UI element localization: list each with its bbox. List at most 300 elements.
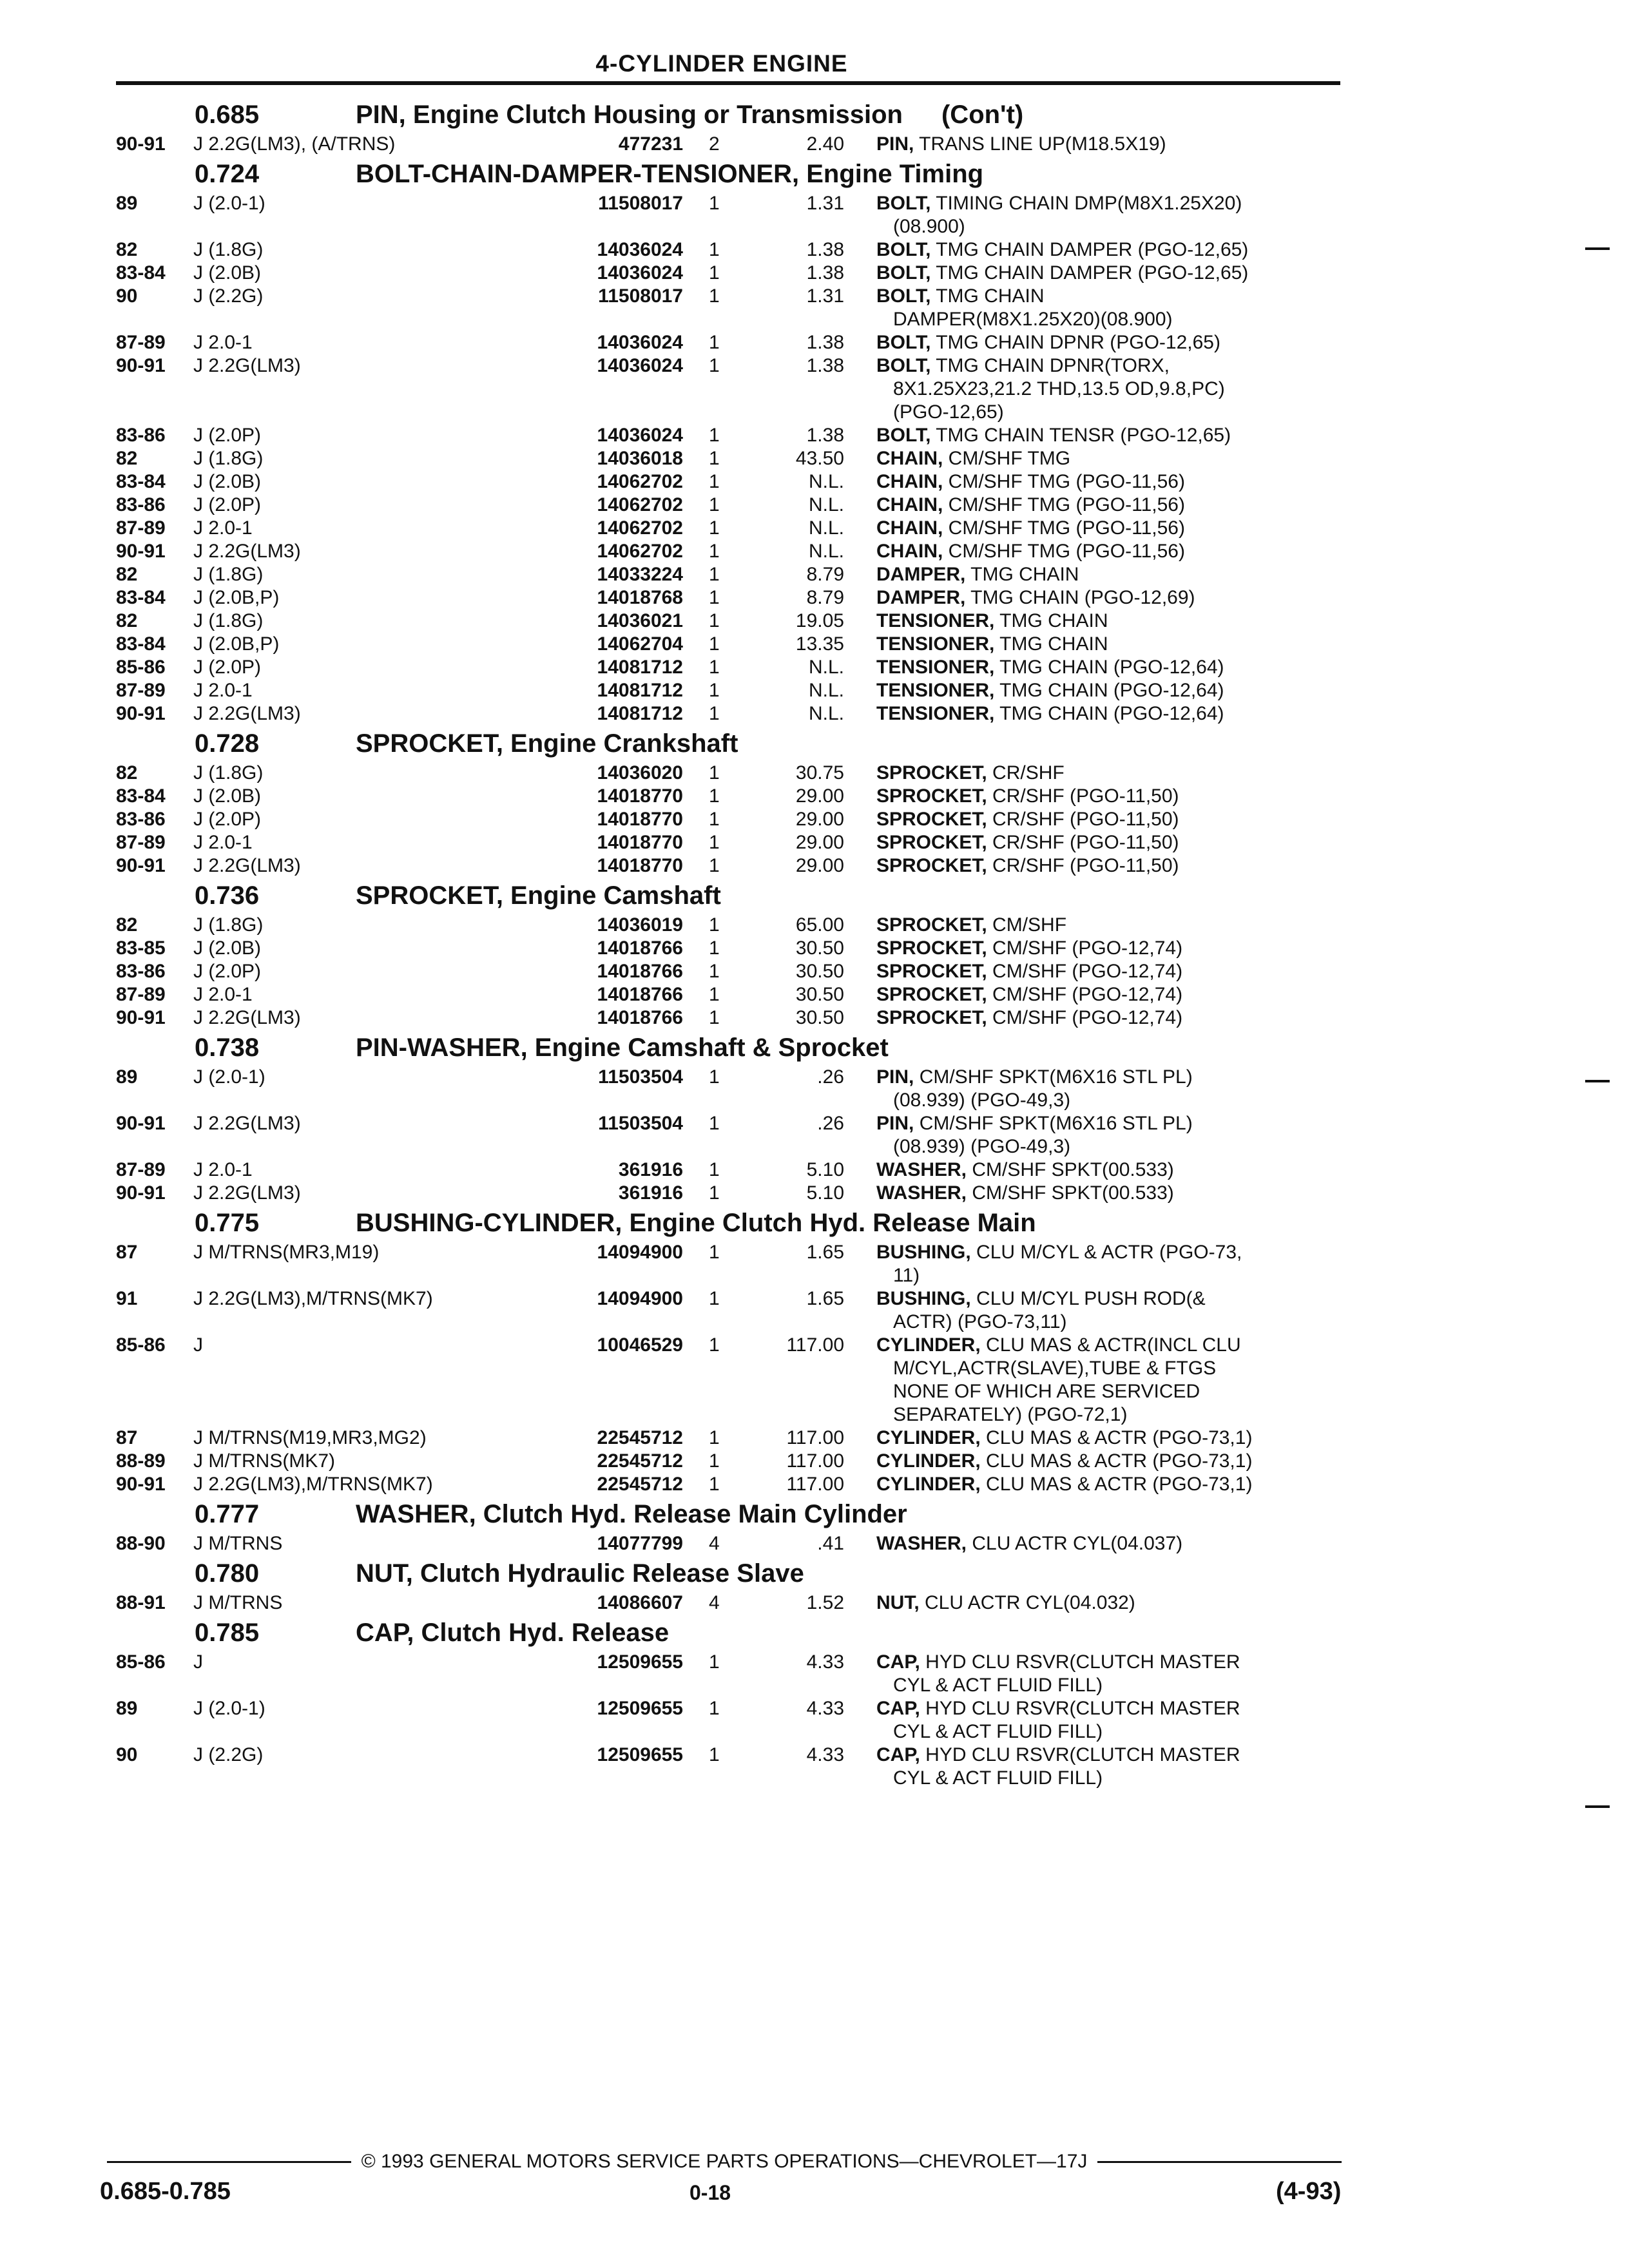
- row-years: 83-86: [116, 961, 166, 982]
- row-years: 90-91: [116, 1113, 166, 1134]
- row-application: J (2.0-1): [193, 1066, 265, 1088]
- row-description: [876, 808, 1373, 831]
- row-description: [876, 540, 1373, 563]
- page-title: 4-CYLINDER ENGINE: [595, 50, 848, 77]
- row-quantity: 1: [709, 1744, 720, 1765]
- row-price: 13.35: [795, 633, 844, 655]
- row-part-number: 361916: [618, 1182, 683, 1204]
- footer-copyright-line: [97, 2151, 1352, 2173]
- row-quantity: 1: [709, 1427, 720, 1448]
- parts-section: [90, 1205, 1353, 1496]
- table-row: [90, 331, 1353, 354]
- description-line: PIN, TRANS LINE UP(M18.5X19): [876, 133, 1166, 155]
- table-row: [90, 960, 1353, 983]
- row-price: 4.33: [806, 1698, 844, 1719]
- row-years: 83-84: [116, 633, 166, 655]
- description-line: TENSIONER, TMG CHAIN: [876, 610, 1108, 631]
- row-quantity: 1: [709, 564, 720, 585]
- row-part-number: 22545712: [597, 1427, 683, 1448]
- description-line: CYLINDER, CLU MAS & ACTR(INCL CLU: [876, 1334, 1241, 1356]
- row-description: [876, 1241, 1373, 1287]
- section-title: [356, 881, 1353, 910]
- table-row: [90, 447, 1353, 470]
- description-line: SPROCKET, CM/SHF (PGO-12,74): [876, 984, 1183, 1005]
- table-row: [90, 262, 1353, 285]
- row-part-number: 14018770: [597, 785, 683, 807]
- row-application: J (1.8G): [193, 914, 264, 936]
- row-price: 4.33: [806, 1651, 844, 1673]
- margin-tick: [1585, 1080, 1610, 1082]
- row-price: 1.52: [806, 1592, 844, 1613]
- section-header: [90, 1555, 1353, 1591]
- row-price: 19.05: [795, 610, 844, 631]
- row-quantity: 1: [709, 785, 720, 807]
- row-quantity: 1: [709, 633, 720, 655]
- description-line: NUT, CLU ACTR CYL(04.032): [876, 1592, 1135, 1613]
- description-line: CHAIN, CM/SHF TMG (PGO-11,56): [876, 494, 1185, 515]
- footer-rule-left: [107, 2161, 351, 2163]
- row-application: J (2.0-1): [193, 1698, 265, 1719]
- row-part-number: 11508017: [598, 285, 683, 307]
- row-description: [876, 914, 1373, 937]
- description-part-name: CAP,: [876, 1744, 920, 1765]
- row-years: 82: [116, 610, 138, 631]
- row-years: 83-86: [116, 809, 166, 830]
- row-part-number: 14033224: [597, 564, 683, 585]
- row-years: 83-86: [116, 494, 166, 515]
- table-row: [90, 762, 1353, 785]
- description-part-name: CAP,: [876, 1698, 920, 1719]
- row-price: 30.50: [795, 961, 844, 982]
- row-price: .26: [817, 1113, 844, 1134]
- row-application: J 2.0-1: [193, 332, 253, 353]
- description-line: SPROCKET, CR/SHF: [876, 762, 1065, 783]
- row-price: N.L.: [808, 541, 844, 562]
- row-part-number: 14094900: [597, 1242, 683, 1263]
- description-continuation: (08.900): [893, 216, 965, 237]
- row-price: 117.00: [786, 1334, 844, 1356]
- description-line: BOLT, TIMING CHAIN DMP(M8X1.25X20): [876, 193, 1242, 214]
- row-quantity: 1: [709, 914, 720, 936]
- description-part-name: CYLINDER,: [876, 1427, 981, 1448]
- description-part-name: CHAIN,: [876, 494, 943, 515]
- row-years: 83-84: [116, 262, 166, 284]
- description-part-name: SPROCKET,: [876, 937, 987, 959]
- row-part-number: 361916: [618, 1159, 683, 1180]
- description-line: CAP, HYD CLU RSVR(CLUTCH MASTER: [876, 1698, 1240, 1719]
- row-description: [876, 633, 1373, 656]
- table-row: [90, 656, 1353, 679]
- row-part-number: 22545712: [597, 1474, 683, 1495]
- description-line: WASHER, CM/SHF SPKT(00.533): [876, 1159, 1174, 1180]
- description-line: CHAIN, CM/SHF TMG: [876, 448, 1071, 469]
- description-line: CAP, HYD CLU RSVR(CLUTCH MASTER: [876, 1744, 1240, 1765]
- description-line: PIN, CM/SHF SPKT(M6X16 STL PL): [876, 1066, 1193, 1088]
- row-description: [876, 331, 1373, 354]
- row-years: 87-89: [116, 832, 166, 853]
- row-years: 90: [116, 285, 138, 307]
- table-row: [90, 1287, 1353, 1334]
- row-part-number: 14086607: [597, 1592, 683, 1613]
- row-quantity: 1: [709, 809, 720, 830]
- description-part-name: BOLT,: [876, 193, 931, 214]
- row-part-number: 14018768: [597, 587, 683, 608]
- row-description: [876, 285, 1373, 331]
- margin-tick: [1585, 247, 1610, 250]
- row-description: [876, 494, 1373, 517]
- description-continuation: (08.939) (PGO-49,3): [893, 1136, 1071, 1157]
- row-years: 82: [116, 762, 138, 783]
- row-part-number: 14036024: [597, 332, 683, 353]
- description-part-name: BOLT,: [876, 262, 931, 284]
- description-line: BOLT, TMG CHAIN DAMPER (PGO-12,65): [876, 262, 1249, 284]
- description-part-name: SPROCKET,: [876, 762, 987, 783]
- row-quantity: 1: [709, 1159, 720, 1180]
- row-years: 87-89: [116, 517, 166, 539]
- row-application: J M/TRNS(M19,MR3,MG2): [193, 1427, 427, 1448]
- row-quantity: 1: [709, 1651, 720, 1673]
- table-row: [90, 285, 1353, 331]
- section-code: 0.785: [195, 1618, 260, 1647]
- row-quantity: 1: [709, 762, 720, 783]
- row-application: J (1.8G): [193, 610, 264, 631]
- table-row: [90, 679, 1353, 702]
- row-quantity: 1: [709, 961, 720, 982]
- row-description: [876, 610, 1373, 633]
- row-price: 1.38: [806, 262, 844, 284]
- row-price: 8.79: [806, 587, 844, 608]
- row-description: [876, 1182, 1373, 1205]
- section-title-text: PIN-WASHER, Engine Camshaft & Sprocket: [356, 1033, 889, 1062]
- description-part-name: CAP,: [876, 1651, 920, 1673]
- row-description: [876, 424, 1373, 447]
- row-quantity: 1: [709, 494, 720, 515]
- row-price: 1.38: [806, 332, 844, 353]
- description-line: BOLT, TMG CHAIN DPNR (PGO-12,65): [876, 332, 1220, 353]
- row-description: [876, 1158, 1373, 1182]
- row-part-number: 11508017: [598, 193, 683, 214]
- row-part-number: 14036020: [597, 762, 683, 783]
- row-years: 83-84: [116, 785, 166, 807]
- row-description: [876, 1427, 1373, 1450]
- section-code: 0.724: [195, 159, 260, 188]
- footer-date: (4-93): [1276, 2178, 1342, 2205]
- row-application: J 2.2G(LM3): [193, 1113, 301, 1134]
- row-price: N.L.: [808, 703, 844, 724]
- row-application: J (2.2G): [193, 1744, 264, 1765]
- row-part-number: 14036024: [597, 239, 683, 260]
- row-quantity: 1: [709, 1066, 720, 1088]
- parts-section: [90, 1030, 1353, 1205]
- table-row: [90, 808, 1353, 831]
- row-quantity: 1: [709, 448, 720, 469]
- row-years: 87-89: [116, 984, 166, 1005]
- section-continued-label: (Con't): [941, 100, 1024, 129]
- row-price: 29.00: [795, 785, 844, 807]
- description-part-name: CYLINDER,: [876, 1450, 981, 1472]
- title-rule: [116, 81, 1340, 85]
- row-price: 2.40: [806, 133, 844, 155]
- row-application: J 2.2G(LM3): [193, 355, 301, 376]
- row-part-number: 14036024: [597, 262, 683, 284]
- row-quantity: 1: [709, 1698, 720, 1719]
- description-line: DAMPER, TMG CHAIN: [876, 564, 1079, 585]
- row-application: J 2.2G(LM3): [193, 1182, 301, 1204]
- row-quantity: 1: [709, 680, 720, 701]
- row-part-number: 14081712: [597, 680, 683, 701]
- row-years: 90: [116, 1744, 138, 1765]
- row-quantity: 1: [709, 703, 720, 724]
- row-description: [876, 785, 1373, 808]
- description-part-name: BUSHING,: [876, 1242, 971, 1263]
- row-application: J M/TRNS(MK7): [193, 1450, 335, 1472]
- description-continuation: DAMPER(M8X1.25X20)(08.900): [893, 309, 1173, 330]
- description-continuation: SEPARATELY) (PGO-72,1): [893, 1404, 1128, 1425]
- row-price: N.L.: [808, 517, 844, 539]
- description-line: DAMPER, TMG CHAIN (PGO-12,69): [876, 587, 1195, 608]
- description-continuation: NONE OF WHICH ARE SERVICED: [893, 1381, 1200, 1402]
- row-application: J 2.2G(LM3): [193, 1007, 301, 1028]
- row-application: J M/TRNS: [193, 1533, 283, 1554]
- row-years: 89: [116, 1066, 138, 1088]
- table-row: [90, 238, 1353, 262]
- row-application: J 2.2G(LM3),M/TRNS(MK7): [193, 1474, 433, 1495]
- section-title: [356, 1033, 1353, 1062]
- description-line: PIN, CM/SHF SPKT(M6X16 STL PL): [876, 1113, 1193, 1134]
- row-price: 1.65: [806, 1242, 844, 1263]
- row-description: [876, 563, 1373, 586]
- description-line: SPROCKET, CR/SHF (PGO-11,50): [876, 855, 1179, 876]
- row-part-number: 14036019: [597, 914, 683, 936]
- row-application: J 2.2G(LM3), (A/TRNS): [193, 133, 396, 155]
- table-row: [90, 540, 1353, 563]
- row-part-number: 11503504: [598, 1066, 683, 1088]
- row-price: 5.10: [806, 1182, 844, 1204]
- table-row: [90, 914, 1353, 937]
- row-part-number: 12509655: [597, 1651, 683, 1673]
- row-application: J 2.2G(LM3),M/TRNS(MK7): [193, 1288, 433, 1309]
- row-quantity: 1: [709, 1474, 720, 1495]
- description-line: BOLT, TMG CHAIN TENSR (PGO-12,65): [876, 425, 1231, 446]
- table-row: [90, 1532, 1353, 1555]
- description-continuation: CYL & ACT FLUID FILL): [893, 1767, 1103, 1789]
- row-price: 1.65: [806, 1288, 844, 1309]
- row-price: 4.33: [806, 1744, 844, 1765]
- row-quantity: 2: [709, 133, 720, 155]
- row-quantity: 1: [709, 1450, 720, 1472]
- row-price: N.L.: [808, 494, 844, 515]
- description-part-name: SPROCKET,: [876, 961, 987, 982]
- row-price: 1.31: [806, 285, 844, 307]
- section-header: [90, 726, 1353, 762]
- row-quantity: 1: [709, 193, 720, 214]
- description-part-name: CYLINDER,: [876, 1334, 981, 1356]
- row-quantity: 1: [709, 425, 720, 446]
- footer-rule-right: [1097, 2161, 1342, 2163]
- row-years: 90-91: [116, 1182, 166, 1204]
- description-part-name: SPROCKET,: [876, 832, 987, 853]
- row-description: [876, 831, 1373, 854]
- table-row: [90, 983, 1353, 1006]
- row-quantity: 1: [709, 332, 720, 353]
- row-application: J 2.0-1: [193, 517, 253, 539]
- row-application: J (2.0P): [193, 809, 262, 830]
- section-title: [356, 1209, 1353, 1238]
- description-line: SPROCKET, CR/SHF (PGO-11,50): [876, 832, 1179, 853]
- row-description: [876, 937, 1373, 960]
- description-line: CAP, HYD CLU RSVR(CLUTCH MASTER: [876, 1651, 1240, 1673]
- row-part-number: 14036024: [597, 425, 683, 446]
- row-application: J 2.2G(LM3): [193, 703, 301, 724]
- row-quantity: 1: [709, 1334, 720, 1356]
- table-row: [90, 1651, 1353, 1697]
- row-years: 90-91: [116, 855, 166, 876]
- row-quantity: 4: [709, 1592, 720, 1613]
- table-row: [90, 424, 1353, 447]
- row-part-number: 14018766: [597, 961, 683, 982]
- description-line: SPROCKET, CM/SHF (PGO-12,74): [876, 937, 1183, 959]
- row-price: 5.10: [806, 1159, 844, 1180]
- description-line: CHAIN, CM/SHF TMG (PGO-11,56): [876, 471, 1185, 492]
- section-code: 0.738: [195, 1033, 260, 1062]
- parts-section: [90, 1615, 1353, 1790]
- row-description: [876, 354, 1373, 424]
- description-part-name: SPROCKET,: [876, 809, 987, 830]
- row-application: J (1.8G): [193, 448, 264, 469]
- table-row: [90, 1427, 1353, 1450]
- description-line: SPROCKET, CM/SHF: [876, 914, 1067, 936]
- table-row: [90, 1158, 1353, 1182]
- row-application: J (2.0-1): [193, 193, 265, 214]
- row-quantity: 1: [709, 937, 720, 959]
- row-quantity: 1: [709, 1242, 720, 1263]
- section-header: [90, 97, 1353, 133]
- row-years: 82: [116, 448, 138, 469]
- row-part-number: 14018770: [597, 809, 683, 830]
- description-line: CYLINDER, CLU MAS & ACTR (PGO-73,1): [876, 1427, 1253, 1448]
- row-years: 87-89: [116, 680, 166, 701]
- row-description: [876, 1450, 1373, 1473]
- row-application: J: [193, 1651, 203, 1673]
- parts-section: [90, 1496, 1353, 1555]
- row-price: 30.50: [795, 1007, 844, 1028]
- row-application: J 2.2G(LM3): [193, 855, 301, 876]
- section-title: [356, 160, 1353, 189]
- row-years: 90-91: [116, 133, 166, 155]
- description-continuation: 11): [893, 1265, 920, 1286]
- row-years: 90-91: [116, 1007, 166, 1028]
- section-title: [356, 1500, 1353, 1529]
- row-description: [876, 679, 1373, 702]
- row-years: 83-86: [116, 425, 166, 446]
- description-part-name: WASHER,: [876, 1533, 967, 1554]
- row-years: 89: [116, 1698, 138, 1719]
- description-part-name: CHAIN,: [876, 517, 943, 539]
- description-part-name: PIN,: [876, 133, 914, 155]
- row-quantity: 1: [709, 855, 720, 876]
- row-quantity: 1: [709, 355, 720, 376]
- description-part-name: CHAIN,: [876, 541, 943, 562]
- row-part-number: 14081712: [597, 703, 683, 724]
- section-title-text: BOLT-CHAIN-DAMPER-TENSIONER, Engine Timing: [356, 159, 984, 188]
- row-price: 29.00: [795, 855, 844, 876]
- section-header: [90, 1615, 1353, 1651]
- table-row: [90, 354, 1353, 424]
- row-description: [876, 1287, 1373, 1334]
- section-code: 0.728: [195, 729, 260, 758]
- row-application: J (2.0B,P): [193, 587, 280, 608]
- row-quantity: 1: [709, 1113, 720, 1134]
- row-description: [876, 133, 1373, 156]
- row-quantity: 1: [709, 471, 720, 492]
- table-row: [90, 1241, 1353, 1287]
- row-price: 29.00: [795, 832, 844, 853]
- row-description: [876, 854, 1373, 878]
- description-continuation: CYL & ACT FLUID FILL): [893, 1675, 1103, 1696]
- row-part-number: 14094900: [597, 1288, 683, 1309]
- row-price: 117.00: [786, 1450, 844, 1472]
- row-years: 83-84: [116, 587, 166, 608]
- table-row: [90, 633, 1353, 656]
- row-price: 65.00: [795, 914, 844, 936]
- description-part-name: TENSIONER,: [876, 680, 995, 701]
- table-row: [90, 1006, 1353, 1030]
- row-application: J (2.0B): [193, 262, 262, 284]
- description-part-name: BUSHING,: [876, 1288, 971, 1309]
- row-quantity: 1: [709, 1007, 720, 1028]
- row-years: 87: [116, 1427, 138, 1448]
- section-code: 0.775: [195, 1208, 260, 1237]
- row-part-number: 477231: [618, 133, 683, 155]
- description-part-name: BOLT,: [876, 239, 931, 260]
- table-row: [90, 854, 1353, 878]
- row-price: N.L.: [808, 680, 844, 701]
- row-price: 8.79: [806, 564, 844, 585]
- section-title-text: PIN, Engine Clutch Housing or Transmission: [356, 100, 903, 129]
- table-row: [90, 1112, 1353, 1158]
- description-part-name: BOLT,: [876, 332, 931, 353]
- row-price: 1.38: [806, 355, 844, 376]
- row-application: J (2.0B): [193, 785, 262, 807]
- row-part-number: 14062702: [597, 517, 683, 539]
- section-header: [90, 1205, 1353, 1241]
- description-line: BOLT, TMG CHAIN DAMPER (PGO-12,65): [876, 239, 1249, 260]
- description-part-name: TENSIONER,: [876, 610, 995, 631]
- row-quantity: 1: [709, 657, 720, 678]
- description-continuation: ACTR) (PGO-73,11): [893, 1311, 1067, 1332]
- row-application: J (2.0P): [193, 961, 262, 982]
- row-application: J (2.0P): [193, 657, 262, 678]
- row-years: 87-89: [116, 1159, 166, 1180]
- row-application: J: [193, 1334, 203, 1356]
- row-quantity: 1: [709, 984, 720, 1005]
- row-description: [876, 656, 1373, 679]
- section-title: [356, 729, 1353, 758]
- description-line: CYLINDER, CLU MAS & ACTR (PGO-73,1): [876, 1474, 1253, 1495]
- row-quantity: 1: [709, 285, 720, 307]
- table-row: [90, 702, 1353, 726]
- table-row: [90, 1066, 1353, 1112]
- row-description: [876, 1697, 1373, 1744]
- row-part-number: 12509655: [597, 1698, 683, 1719]
- row-price: 30.50: [795, 984, 844, 1005]
- row-quantity: 1: [709, 1182, 720, 1204]
- description-part-name: CHAIN,: [876, 471, 943, 492]
- table-row: [90, 470, 1353, 494]
- row-price: N.L.: [808, 657, 844, 678]
- row-part-number: 11503504: [598, 1113, 683, 1134]
- row-part-number: 14036024: [597, 355, 683, 376]
